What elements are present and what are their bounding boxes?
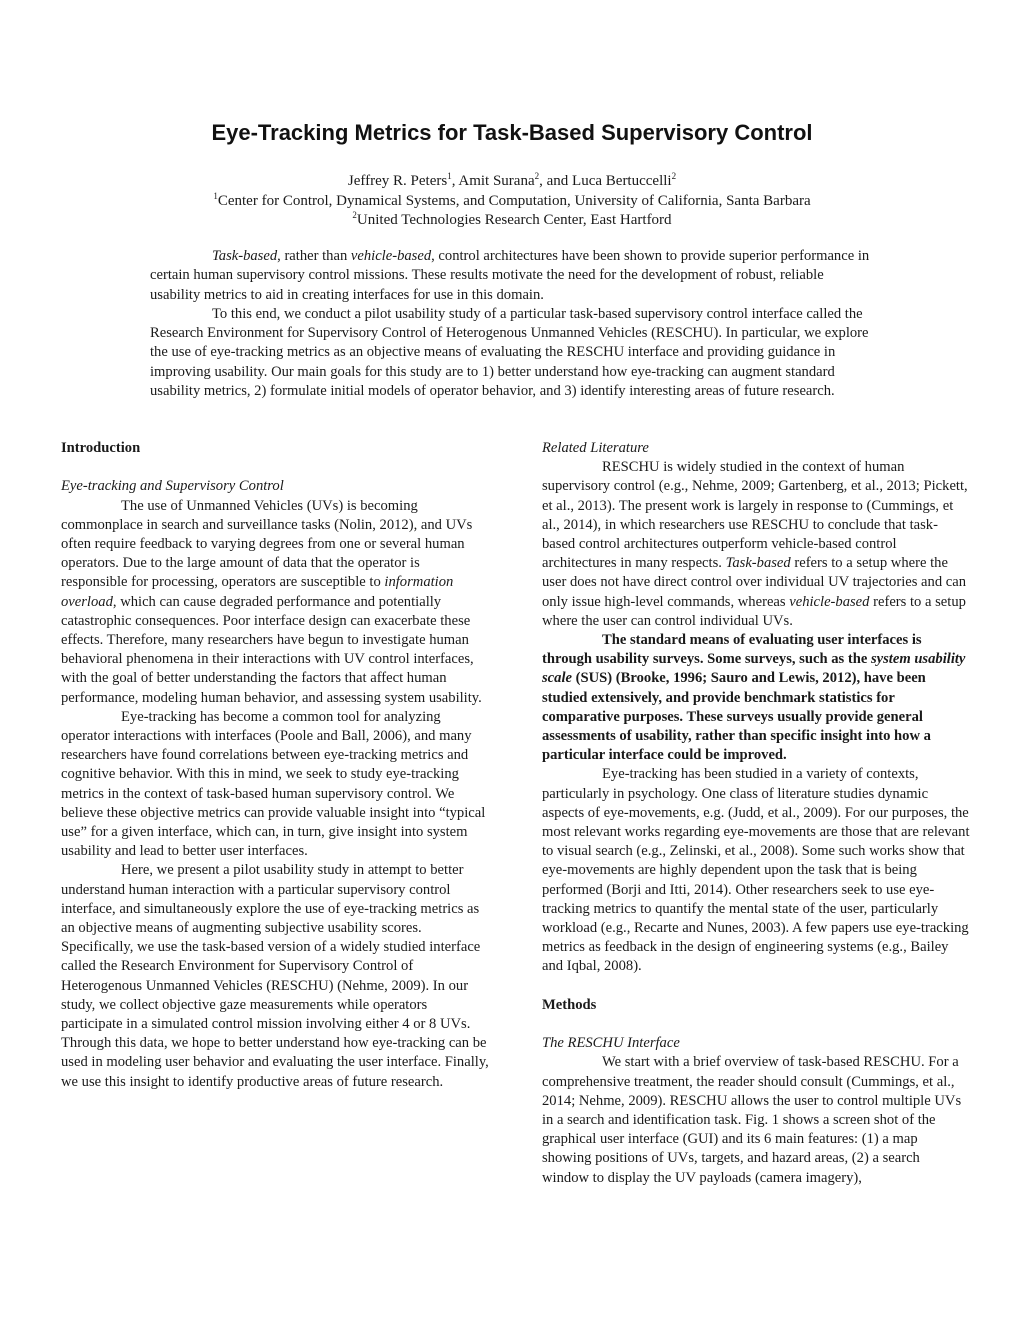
affiliation-2 — [0, 211, 1024, 231]
text-run: The use of Unmanned Vehicles (UVs) is becoming commonplace in search and surveillance tasks (Nolin, 2012), and UVs often require feedback to varying degrees from one or several human operators. Due to the large amount of data that the operator is responsible for processing, operators are susceptible to — [61, 497, 473, 591]
body-paragraph: Eye-tracking has become a common tool for analyzing operator interactions with interfaces (Poole and Ball, 2006), and many researchers have found correlations between eye-tracking metrics and cognitive behavior. With this in mind, we seek to study eye-tracking metrics in the context of task-based human supervisory control. We believe these objective metrics can provide valuable insight into “typical use” for a given interface, which can, in turn, give insight into system usability and lead to better user interfaces. — [61, 708, 486, 860]
abstract — [150, 247, 876, 401]
left-column — [61, 439, 489, 1092]
author-name: Luca Bertuccelli — [572, 173, 672, 189]
text-run: , which can cause degraded performance and potentially catastrophic consequences. Poor interface design can exacerbate these effects. Therefore, many researchers have begun to investigate human behavioral phenomena in their interactions with UV control interfaces, with the goal of better understanding the factors that affect human performance, modeling human behavior, and assessing system usability. — [61, 593, 482, 706]
body-paragraph: Here, we present a pilot usability study in attempt to better understand human interaction with a particular supervisory control interface, and simultaneously explore the use of eye-tracking metrics as an objective means of augmenting subjective usability scores. Specifically, we use the task-based version of a widely studied interface called the Research Environment for Supervisory Control of Heterogenous Unmanned Vehicles (RESCHU) (Nehme, 2009). In our study, we collect objective gaze measurements while operators participate in a simulated control mission involving either 4 or 8 UVs. Through this data, we hope to better understand how eye-tracking can be used in modeling user behavior and evaluating the user interface. Finally, we use this insight to identify productive areas of future research. — [61, 862, 489, 1090]
body-paragraph — [61, 497, 489, 708]
author-name: Jeffrey R. Peters — [347, 173, 448, 189]
affiliation-text: Center for Control, Dynamical Systems, and Computation, University of California, Santa Barbara — [217, 192, 811, 209]
right-column — [542, 439, 970, 1188]
affiliation-marker: 1 — [447, 171, 452, 181]
emphasis: vehicle-based — [789, 593, 870, 610]
abstract-paragraph: To this end, we conduct a pilot usability study of a particular task-based supervisory control interface called the Research Environment for Supervisory Control of Heterogenous Unmanned Vehicles (RESCHU). In particular, we explore the use of eye-tracking metrics as an objective means of evaluating the RESCHU interface and providing guidance in improving usability. Our main goals for this study are to 1) better understand how eye-tracking can augment standard usability metrics, 2) formulate initial models of operator behavior, and 3) identify interesting areas of future research. — [150, 305, 869, 400]
author-line — [0, 172, 1024, 192]
text-run: refers to a setup where the user can control individual UVs. — [542, 593, 966, 629]
text-run: RESCHU is widely studied in the context of human supervisory control (e.g., Nehme, 2009; Gartenberg, et al., 2013; Pickett, et al., 2013). The present work is largely in response to (Cummings, et al., 2014), in which researchers use RESCHU to conclude that task-based control architectures outperform vehicle-based control architectures in many respects. — [542, 459, 968, 572]
text-run: (SUS) (Brooke, 1996; Sauro and Lewis, 2012), have been studied extensively, and provide benchmark statistics for comparative purposes. These surveys usually provide general assessments of usability, rather than specific insight into how a particular interface could be improved. — [542, 670, 931, 764]
section-heading-introduction: Introduction — [61, 440, 141, 456]
text-run: , rather than — [277, 248, 351, 264]
body-paragraph — [542, 631, 970, 765]
author-separator: , — [451, 173, 459, 189]
emphasis: Task-based — [725, 555, 791, 572]
subsection-heading: The RESCHU Interface — [542, 1035, 680, 1052]
affiliation-1 — [0, 192, 1024, 212]
text-run: , control architectures have been shown to provide superior performance in certain human supervisory control missions. These results motivate the need for the development of robust, reliable usability metrics to aid in creating interfaces for use in this domain. — [150, 248, 870, 303]
author-block — [0, 172, 1024, 231]
body-paragraph: Eye-tracking has been studied in a variety of contexts, particularly in psychology. One class of literature studies dynamic aspects of eye-movements, e.g. (Judd, et al., 2009). For our purposes, the most relevant works regarding eye-movements are those that are relevant to visual search (e.g., Zelinski, et al., 2008). Some such works show that eye-movements are highly dependent upon the task that is being performed (Borji and Itti, 2014). Other researchers seek to use eye-tracking metrics to quantify the mental state of the user, particularly workload (e.g., Recarte and Nunes, 2003). A few papers use eye-tracking metrics as feedback in the design of engineering systems (e.g., Bailey and Iqbal, 2008). — [542, 766, 970, 975]
affiliation-marker: 2 — [671, 171, 677, 181]
body-paragraph: We start with a brief overview of task-based RESCHU. For a comprehensive treatment, the reader should consult (Cummings, et al., 2014; Nehme, 2009). RESCHU allows the user to control multiple UVs in a search and identification task. Fig. 1 shows a screen shot of the graphical user interface (GUI) and its 6 main features: (1) a map showing positions of UVs, targets, and hazard areas, (2) a search window to display the UV payloads (camera imagery), — [542, 1054, 962, 1186]
emphasis: system usability scale — [542, 651, 966, 687]
affiliation-marker: 2 — [534, 171, 540, 181]
text-run: The standard means of evaluating user interfaces is through usability surveys. Some surveys, such as the — [542, 632, 922, 668]
emphasis: Task-based — [212, 248, 278, 264]
author-separator: , and — [539, 173, 573, 189]
emphasis: information overload — [61, 574, 454, 610]
text-run: refers to a setup where the user does not have direct control over individual UV trajectories and can only issue high-level commands, whereas — [542, 555, 967, 610]
body-paragraph — [542, 458, 970, 631]
emphasis: vehicle-based — [350, 248, 432, 264]
subsection-heading: Related Literature — [542, 440, 649, 456]
affiliation-marker: 2 — [352, 210, 357, 220]
affiliation-marker: 1 — [213, 190, 218, 201]
affiliation-text: United Technologies Research Center, East Hartford — [356, 212, 672, 228]
paper-title: Eye-Tracking Metrics for Task-Based Supervisory Control — [211, 120, 813, 145]
author-name: Amit Surana — [458, 173, 535, 189]
section-heading-methods: Methods — [542, 996, 597, 1013]
subsection-heading: Eye-tracking and Supervisory Control — [61, 478, 284, 495]
abstract-paragraph — [150, 247, 876, 305]
